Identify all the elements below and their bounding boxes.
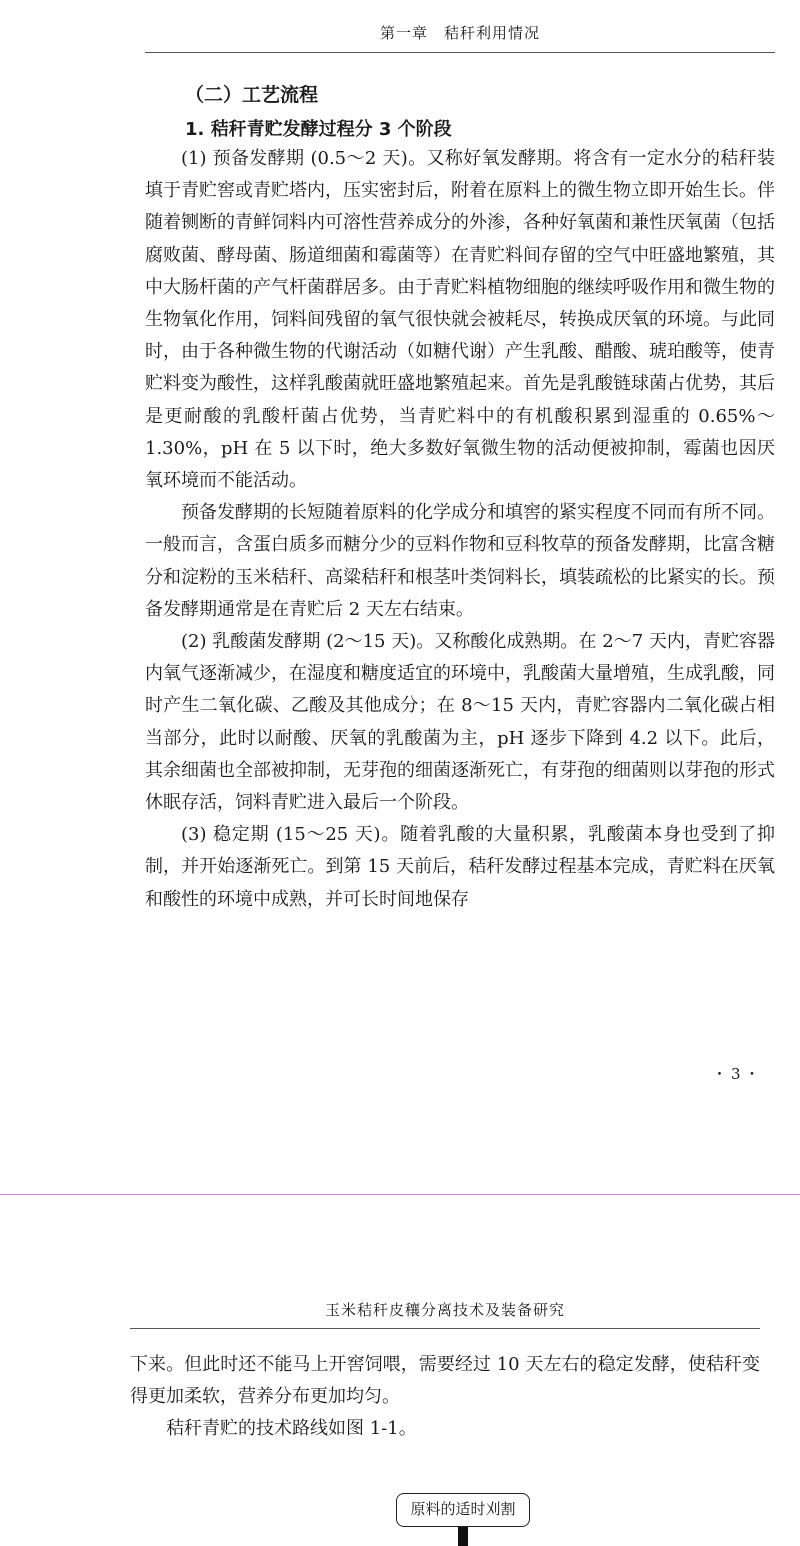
flowchart-step-harvest: 原料的适时刈割 <box>396 1493 530 1527</box>
page2-header-rule <box>130 1328 760 1329</box>
paragraph-continuation: 下来。但此时还不能马上开窖饲喂，需要经过 10 天左右的稳定发酵，使秸秆变得更加柔软，营养分布更加均匀。 <box>130 1354 760 1408</box>
page-number: ・3・ <box>712 1065 764 1083</box>
paragraph-stage-1-duration: 预备发酵期的长短随着原料的化学成分和填窖的紧实程度不同而有所不同。一般而言，含蛋白质多而糖分少的豆料作物和豆科牧草的预备发酵期，比富含糖分和淀粉的玉米秸秆、高粱秸秆和根茎叶类饲料长，填装疏松的比紧实的长。预备发酵期通常是在青贮后 2 天左右结束。 <box>145 502 775 620</box>
paragraph-figure-ref: 秸秆青贮的技术路线如图 1-1。 <box>166 1418 417 1440</box>
page1-body <box>145 143 775 916</box>
subsection-heading: 1. 秸秆青贮发酵过程分 3 个阶段 <box>185 119 452 140</box>
page2-header: 玉米秸秆皮穰分离技术及装备研究 <box>324 1301 565 1319</box>
paragraph-stage-2: (2) 乳酸菌发酵期 (2～15 天)。又称酸化成熟期。在 2～7 天内，青贮容器内氧气逐渐减少，在湿度和糖度适宜的环境中，乳酸菌大量增殖，生成乳酸，同时产生二氧化碳、乙酸及其他成分；在 8～15 天内，青贮容器内二氧化碳占相当部分，此时以耐酸、厌氧的乳酸菌为主，pH 逐步下降到 4.2 以下。此后，其余细菌也全部被抑制，无芽孢的细菌逐渐死亡，有芽孢的细菌则以芽孢的形式休眠存活，饲料青贮进入最后一个阶段。 <box>145 631 775 814</box>
paragraph-stage-1: (1) 预备发酵期 (0.5～2 天)。又称好氧发酵期。将含有一定水分的秸秆装填于青贮窖或青贮塔内，压实密封后，附着在原料上的微生物立即开始生长。伴随着铡断的青鲜饲料内可溶性营养成分的外渗，各种好氧菌和兼性厌氧菌（包括腐败菌、酵母菌、肠道细菌和霉菌等）在青贮料间存留的空气中旺盛地繁殖，其中大肠杆菌的产气杆菌群居多。由于青贮料植物细胞的继续呼吸作用和微生物的生物氧化作用，饲料间残留的氧气很快就会被耗尽，转换成厌氧的环境。与此同时，由于各种微生物的代谢活动（如糖代谢）产生乳酸、醋酸、琥珀酸等，使青贮料变为酸性，这样乳酸菌就旺盛地繁殖起来。首先是乳酸链球菌占优势，其后是更耐酸的乳酸杆菌占优势，当青贮料中的有机酸积累到湿重的 0.65%～1.30%，pH 在 5 以下时，绝大多数好氧微生物的活动便被抑制，霉菌也因厌氧环境而不能活动。 <box>145 148 775 492</box>
page-header: 第一章 秸秆利用情况 <box>379 24 540 42</box>
page2-body <box>130 1349 760 1446</box>
page-divider <box>0 1194 800 1195</box>
header-rule <box>145 52 775 53</box>
flowchart-arrow <box>458 1527 468 1546</box>
section-heading: （二）工艺流程 <box>185 84 319 106</box>
paragraph-stage-3: (3) 稳定期 (15～25 天)。随着乳酸的大量积累，乳酸菌本身也受到了抑制，并开始逐渐死亡。到第 15 天前后，秸秆发酵过程基本完成，青贮料在厌氧和酸性的环境中成熟，并可长时间地保存 <box>145 824 775 910</box>
